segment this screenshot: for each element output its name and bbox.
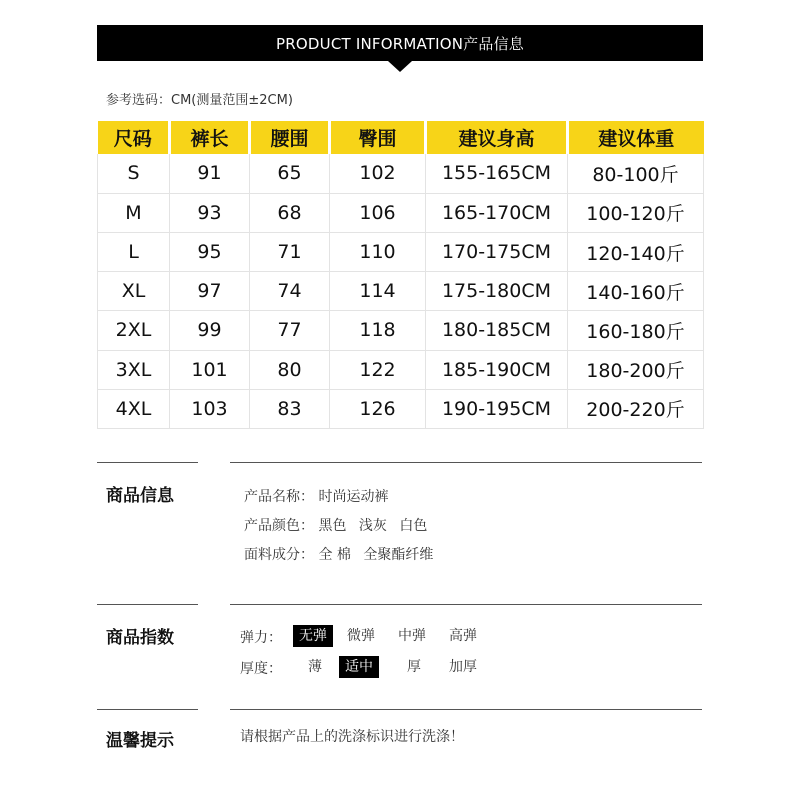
product-name-label: 产品名称： — [244, 489, 314, 505]
header-length: 裤长 — [170, 121, 250, 154]
fabric-label: 面料成分： — [244, 547, 314, 563]
cell-waist: 77 — [250, 311, 330, 350]
table-row — [98, 389, 704, 428]
cell-waist: 80 — [250, 350, 330, 389]
product-color-label: 产品颜色： — [244, 518, 314, 534]
cell-height: 155-165CM — [426, 154, 568, 193]
fabric-value: 全聚酯纤维 — [363, 547, 434, 563]
banner-pointer — [388, 61, 412, 72]
elasticity-option-high: 高弹 — [449, 628, 477, 644]
cell-weight: 200-220斤 — [568, 389, 704, 428]
cell-height: 165-170CM — [426, 193, 568, 232]
cell-weight: 100-120斤 — [568, 193, 704, 232]
cell-weight: 80-100斤 — [568, 154, 704, 193]
elasticity-label: 弹力： — [240, 630, 282, 646]
cell-waist: 68 — [250, 193, 330, 232]
color-value: 黑色 — [318, 518, 347, 534]
product-color-line — [244, 515, 435, 535]
header-waist: 腰围 — [250, 121, 330, 154]
cell-hip: 106 — [330, 193, 426, 232]
cell-height: 190-195CM — [426, 389, 568, 428]
table-row — [98, 154, 704, 193]
cell-length: 95 — [170, 232, 250, 271]
elasticity-option-medium: 中弹 — [398, 628, 426, 644]
cell-length: 91 — [170, 154, 250, 193]
thickness-label: 厚度： — [240, 661, 282, 677]
cell-waist: 74 — [250, 272, 330, 311]
cell-size: L — [98, 232, 170, 271]
table-row — [98, 350, 704, 389]
cell-size: 3XL — [98, 350, 170, 389]
cell-weight: 120-140斤 — [568, 232, 704, 271]
cell-size: XL — [98, 272, 170, 311]
fabric-value: 全 棉 — [318, 547, 351, 563]
cell-height: 170-175CM — [426, 232, 568, 271]
cell-height: 185-190CM — [426, 350, 568, 389]
divider-right — [230, 462, 702, 463]
cell-size: S — [98, 154, 170, 193]
product-index-title: 商品指数 — [106, 628, 174, 648]
product-name-line — [244, 486, 396, 506]
table-row — [98, 232, 704, 271]
cell-height: 175-180CM — [426, 272, 568, 311]
cell-weight: 140-160斤 — [568, 272, 704, 311]
divider-right — [230, 709, 702, 710]
table-header-row — [98, 121, 704, 154]
thickness-option-thin: 薄 — [308, 659, 322, 675]
cell-height: 180-185CM — [426, 311, 568, 350]
fabric-line — [244, 544, 441, 564]
washing-tip: 请根据产品上的洗涤标识进行洗涤！ — [240, 729, 464, 745]
header-height: 建议身高 — [426, 121, 568, 154]
table-row — [98, 193, 704, 232]
divider-left — [97, 462, 198, 463]
cell-size: 2XL — [98, 311, 170, 350]
cell-hip: 102 — [330, 154, 426, 193]
reference-note: 参考选码：CM(测量范围±2CM) — [106, 93, 293, 108]
cell-waist: 71 — [250, 232, 330, 271]
cell-hip: 114 — [330, 272, 426, 311]
cell-length: 101 — [170, 350, 250, 389]
banner-title: PRODUCT INFORMATION产品信息 — [276, 34, 524, 53]
table-row — [98, 311, 704, 350]
cell-length: 93 — [170, 193, 250, 232]
tips-title: 温馨提示 — [106, 731, 174, 751]
cell-size: M — [98, 193, 170, 232]
cell-hip: 126 — [330, 389, 426, 428]
elasticity-option-none: 无弹 — [293, 625, 333, 647]
cell-length: 99 — [170, 311, 250, 350]
color-value: 白色 — [399, 518, 428, 534]
header-hip: 臀围 — [330, 121, 426, 154]
cell-size: 4XL — [98, 389, 170, 428]
size-chart-table — [97, 121, 704, 429]
thickness-option-moderate: 适中 — [339, 656, 379, 678]
cell-hip: 118 — [330, 311, 426, 350]
cell-waist: 65 — [250, 154, 330, 193]
color-value: 浅灰 — [358, 518, 387, 534]
cell-weight: 180-200斤 — [568, 350, 704, 389]
table-row — [98, 272, 704, 311]
cell-length: 97 — [170, 272, 250, 311]
divider-left — [97, 709, 198, 710]
thickness-option-thick: 厚 — [407, 659, 421, 675]
cell-length: 103 — [170, 389, 250, 428]
product-name-value: 时尚运动裤 — [318, 489, 389, 505]
thickness-option-extra-thick: 加厚 — [449, 659, 477, 675]
header-weight: 建议体重 — [568, 121, 704, 154]
cell-hip: 122 — [330, 350, 426, 389]
divider-right — [230, 604, 702, 605]
divider-left — [97, 604, 198, 605]
cell-hip: 110 — [330, 232, 426, 271]
cell-weight: 160-180斤 — [568, 311, 704, 350]
product-info-title: 商品信息 — [106, 486, 174, 506]
header-size: 尺码 — [98, 121, 170, 154]
elasticity-option-slight: 微弹 — [347, 628, 375, 644]
section-banner — [97, 25, 703, 61]
cell-waist: 83 — [250, 389, 330, 428]
